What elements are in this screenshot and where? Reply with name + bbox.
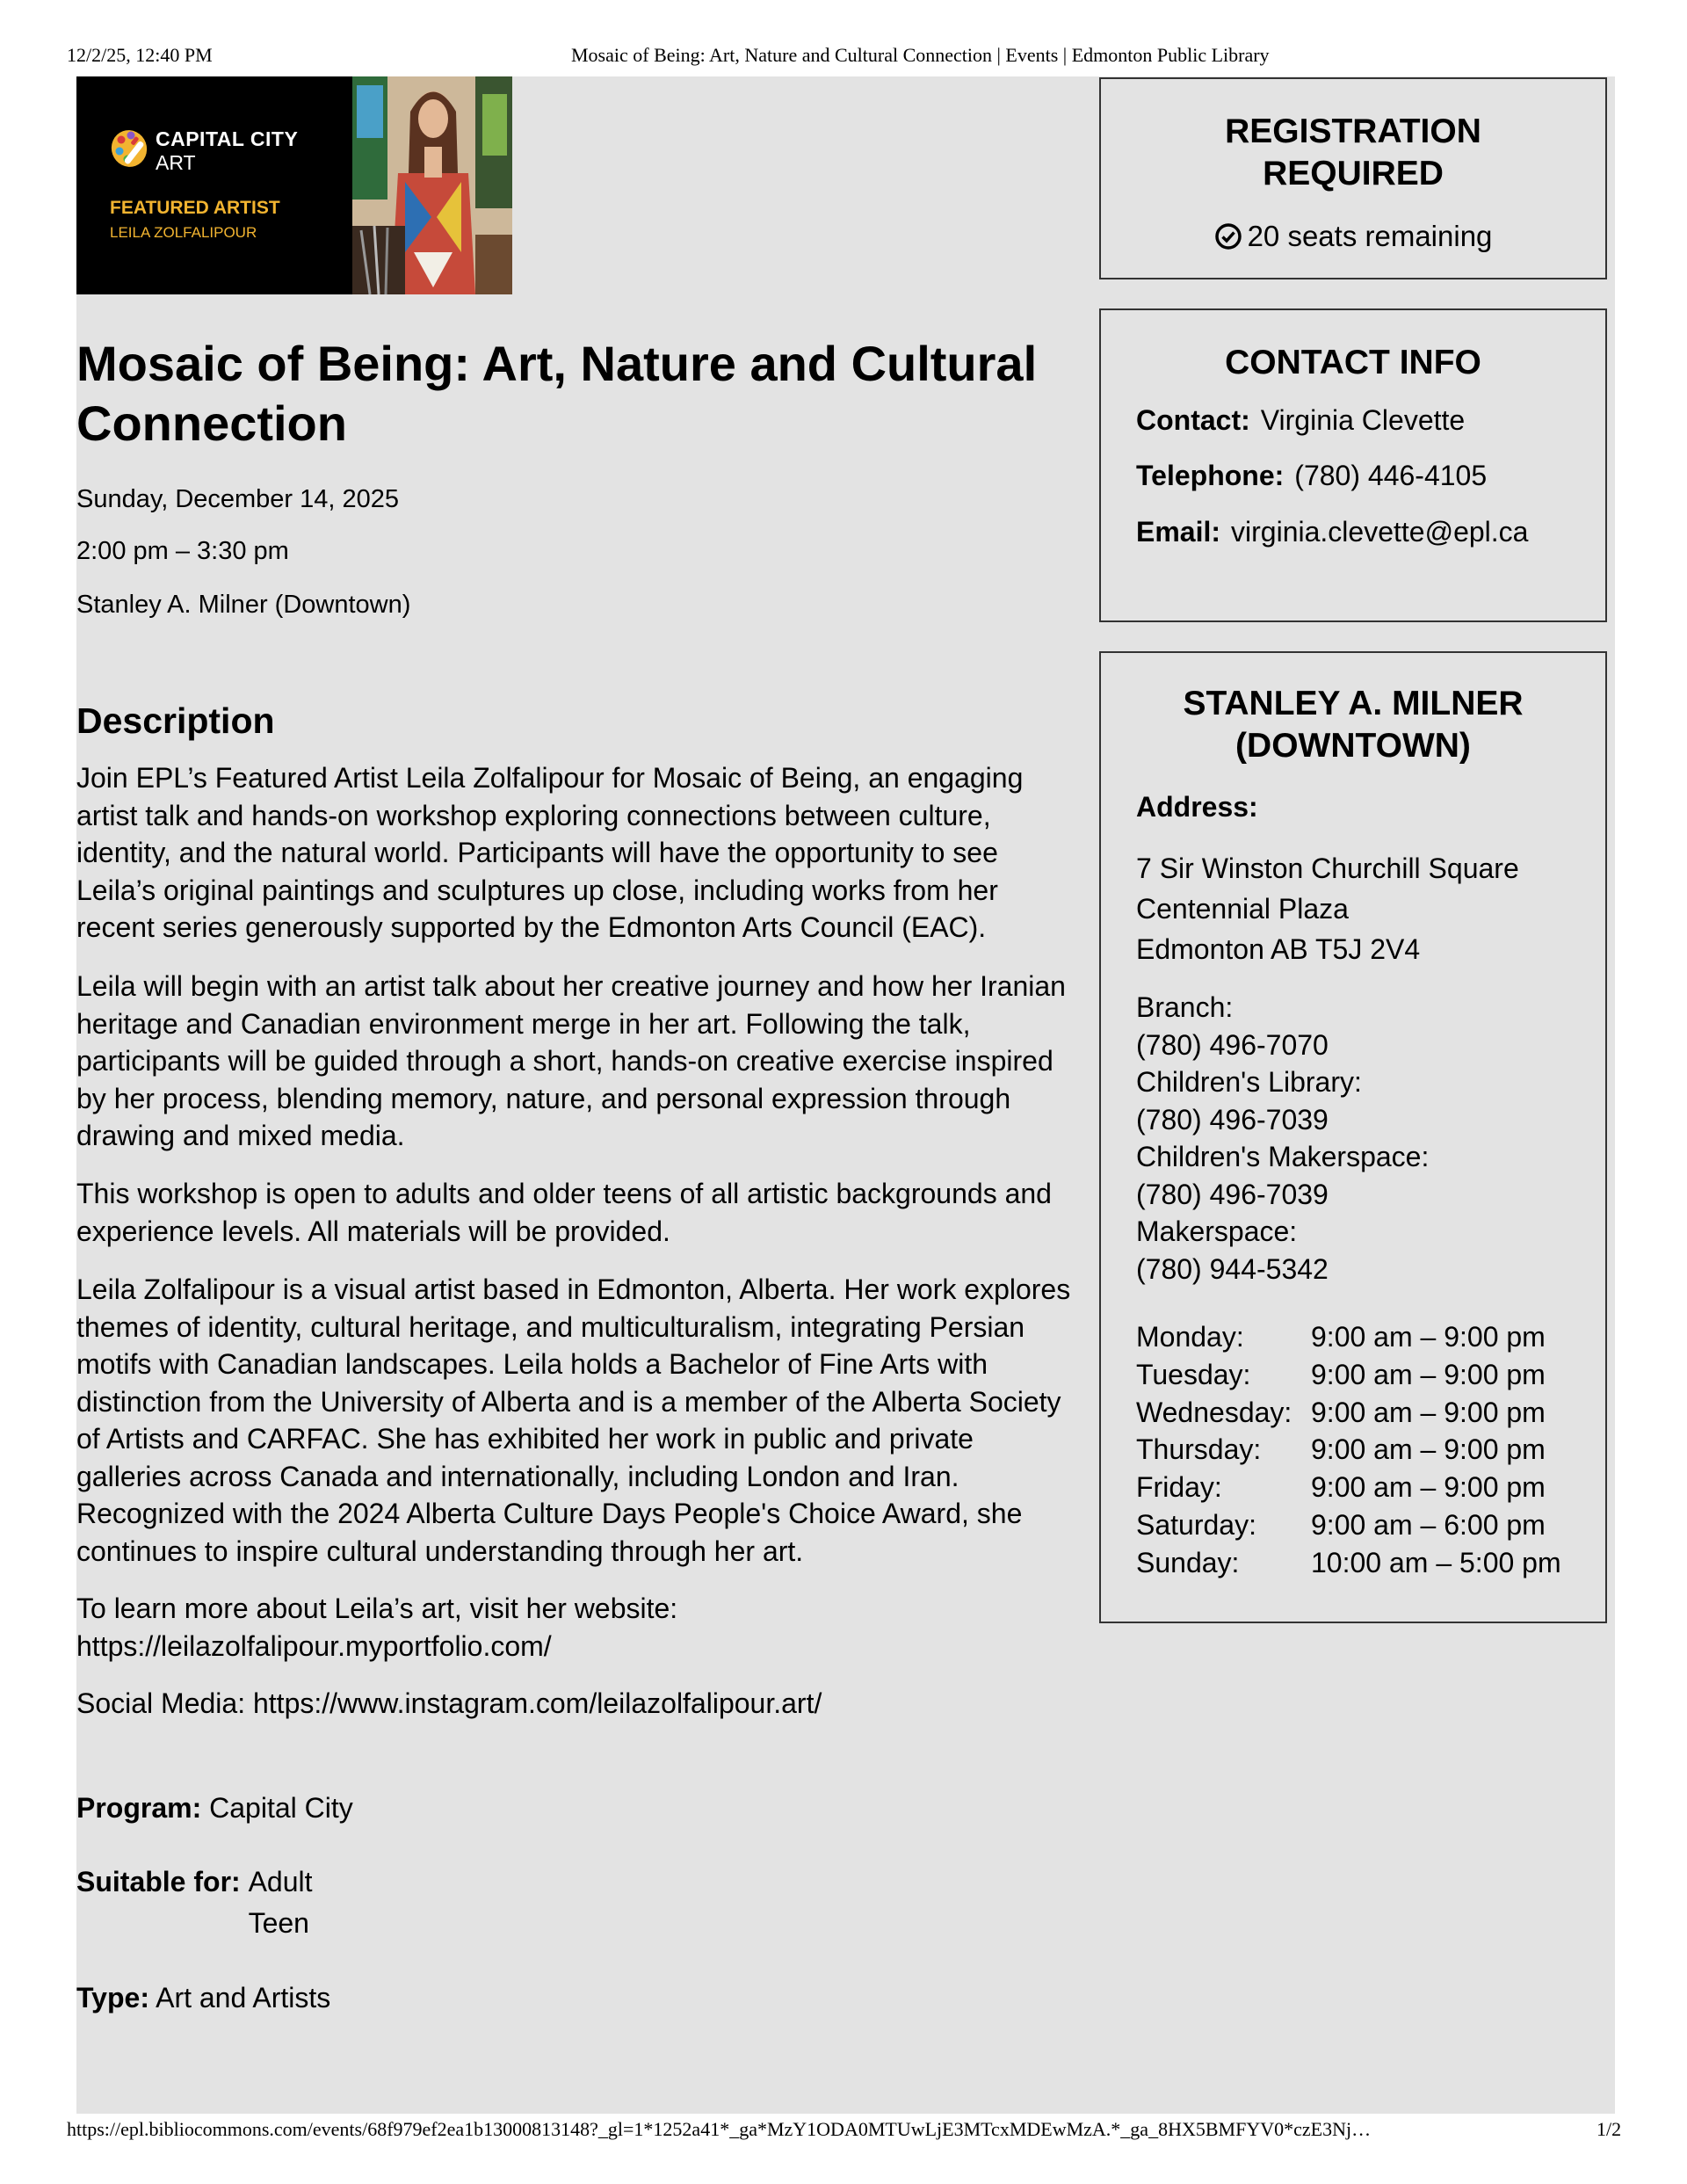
- hours-row: [1136, 1394, 1561, 1432]
- hours-day: Tuesday:: [1136, 1358, 1251, 1390]
- suitable-label: Suitable for:: [76, 1866, 241, 1897]
- print-datetime: 12/2/25, 12:40 PM: [67, 44, 213, 66]
- hours-time: 9:00 am – 9:00 pm: [1311, 1396, 1546, 1428]
- hours-time: 9:00 am – 6:00 pm: [1311, 1508, 1546, 1541]
- hours-time: 10:00 am – 5:00 pm: [1311, 1546, 1561, 1578]
- print-page-number: 1/2: [1596, 2118, 1622, 2140]
- contact-email-row: [1136, 514, 1528, 549]
- description-paragraph: Leila Zolfalipour is a visual artist based in Edmonton, Alberta. Her work explores themes of identity, cultural heritage, and multiculturalism, integrating Persian motifs with Canadian landscapes. Leila holds a Bachelor of Fine Arts with distinction from the University of Alberta and is a member of the Alberta Society of Artists and CARFAC. She has exhibited her work in public and private galleries across Canada and internationally, including London and Iran. Recognized with the 2024 Alberta Culture Days People's Choice Award, she continues to inspire cultural understanding through her art.: [76, 1273, 1071, 1567]
- hours-day: Wednesday:: [1136, 1396, 1292, 1428]
- event-time: 2:00 pm – 3:30 pm: [76, 537, 289, 565]
- program-label: Program:: [76, 1792, 202, 1824]
- featured-artist-banner: [76, 76, 512, 294]
- type-value[interactable]: Art and Artists: [156, 1982, 331, 2013]
- hours-time: 9:00 am – 9:00 pm: [1311, 1358, 1546, 1390]
- phone-label: Children's Library:: [1136, 1066, 1362, 1098]
- hours-row: [1136, 1356, 1561, 1394]
- hours-row: [1136, 1469, 1561, 1506]
- hours-time: 9:00 am – 9:00 pm: [1311, 1471, 1546, 1504]
- hours-table: [1136, 1318, 1561, 1582]
- hours-row: [1136, 1544, 1561, 1582]
- phone-number[interactable]: (780) 496-7070: [1136, 1028, 1329, 1061]
- hours-day: Sunday:: [1136, 1546, 1240, 1578]
- contact-label: Contact:: [1136, 404, 1250, 436]
- description-paragraph: Leila will begin with an artist talk about her creative journey and how her Iranian heritage and Canadian environment merge in her art. Following the talk, participants will be guided through a short, hands-on creative exercise inspired by her process, blending memory, nature, and personal expression through drawing and mixed media.: [76, 970, 1066, 1151]
- branch-phones: [1136, 989, 1429, 1288]
- hours-row: [1136, 1431, 1561, 1469]
- suitable-field: [76, 1861, 313, 1944]
- type-label: Type:: [76, 1982, 149, 2013]
- phone-label: Branch:: [1136, 991, 1234, 1023]
- hours-day: Monday:: [1136, 1321, 1244, 1353]
- address-line: Centennial Plaza: [1136, 893, 1349, 925]
- email-label: Email:: [1136, 516, 1221, 548]
- contact-phone-row: [1136, 458, 1487, 493]
- program-value[interactable]: Capital City: [209, 1792, 353, 1824]
- hours-row: [1136, 1318, 1561, 1356]
- print-header: [0, 44, 1687, 70]
- event-title: Mosaic of Being: Art, Nature and Cultural Connection: [76, 336, 1038, 451]
- seats-remaining-text: 20 seats remaining: [1247, 220, 1493, 252]
- banner-featured-label: FEATURED ARTIST: [110, 198, 280, 218]
- contact-name: Virginia Clevette: [1260, 404, 1466, 436]
- hours-day: Saturday:: [1136, 1508, 1256, 1541]
- print-page-title: Mosaic of Being: Art, Nature and Cultural Connection | Events | Edmonton Public Library: [571, 44, 1270, 66]
- hours-row: [1136, 1506, 1561, 1544]
- hours-time: 9:00 am – 9:00 pm: [1311, 1321, 1546, 1353]
- type-field: [76, 1979, 330, 2016]
- suitable-values: [249, 1861, 313, 1944]
- check-circle-icon: [1214, 222, 1242, 250]
- contact-email[interactable]: virginia.clevette@epl.ca: [1231, 516, 1529, 548]
- phone-number[interactable]: (780) 496-7039: [1136, 1178, 1329, 1210]
- artist-photo: [352, 76, 512, 294]
- contact-phone[interactable]: (780) 446-4105: [1294, 460, 1488, 491]
- phone-label: Makerspace:: [1136, 1215, 1298, 1247]
- description-paragraph: Join EPL’s Featured Artist Leila Zolfalipour for Mosaic of Being, an engaging artist talk and hands-on workshop exploring connections between culture, identity, and the natural world. Participants will have the opportunity to see Leila’s original paintings and sculptures up close, including works from her recent series generously supported by the Edmonton Arts Council (EAC).: [76, 762, 1024, 943]
- registration-title: REGISTRATION REQUIRED: [1225, 112, 1481, 192]
- contact-name-row: [1136, 403, 1465, 438]
- contact-info-box: [1099, 308, 1607, 622]
- address-label: Address:: [1136, 791, 1258, 823]
- branch-info-box: [1099, 651, 1607, 1623]
- address-block[interactable]: [1136, 848, 1519, 969]
- registration-box: [1099, 77, 1607, 279]
- website-paragraph[interactable]: To learn more about Leila’s art, visit her website: https://leilazolfalipour.myportfolio.com/: [76, 1593, 678, 1662]
- print-url: https://epl.bibliocommons.com/events/68f979ef2ea1b13000813148?_gl=1*1252a41*_ga*MzY1ODA0MTUwLjE3MTcxMDEwMzA.*_ga_8HX5BMFYV0*czE3Nj…: [67, 2118, 1372, 2140]
- event-main: [76, 334, 1069, 453]
- palette-logo-icon: [110, 124, 152, 170]
- seats-remaining: [1101, 220, 1605, 253]
- branch-title: STANLEY A. MILNER (DOWNTOWN): [1183, 685, 1524, 765]
- phone-number[interactable]: (780) 496-7039: [1136, 1103, 1329, 1136]
- print-footer: [0, 2118, 1687, 2144]
- suitable-value[interactable]: Teen: [248, 1907, 309, 1939]
- hours-time: 9:00 am – 9:00 pm: [1311, 1433, 1546, 1466]
- event-location[interactable]: Stanley A. Milner (Downtown): [76, 591, 411, 619]
- phone-number[interactable]: (780) 944-5342: [1136, 1252, 1329, 1285]
- banner-brand-sub: ART: [156, 151, 196, 174]
- suitable-value[interactable]: Adult: [248, 1866, 313, 1897]
- contact-title: CONTACT INFO: [1225, 344, 1481, 381]
- social-media-paragraph[interactable]: Social Media: https://www.instagram.com/leilazolfalipour.art/: [76, 1687, 822, 1719]
- phone-label: Children's Makerspace:: [1136, 1141, 1430, 1172]
- banner-artist-name: LEILA ZOLFALIPOUR: [110, 224, 257, 241]
- description-paragraph: This workshop is open to adults and older teens of all artistic backgrounds and experience levels. All materials will be provided.: [76, 1178, 1052, 1247]
- description-heading: Description: [76, 700, 275, 741]
- hours-day: Thursday:: [1136, 1433, 1262, 1466]
- event-date: Sunday, December 14, 2025: [76, 485, 400, 513]
- address-line: 7 Sir Winston Churchill Square: [1136, 853, 1519, 884]
- program-field: [76, 1789, 353, 1826]
- hours-day: Friday:: [1136, 1471, 1222, 1504]
- banner-brand: CAPITAL CITY: [156, 127, 299, 150]
- address-line: Edmonton AB T5J 2V4: [1136, 933, 1421, 965]
- phone-label: Telephone:: [1136, 460, 1285, 491]
